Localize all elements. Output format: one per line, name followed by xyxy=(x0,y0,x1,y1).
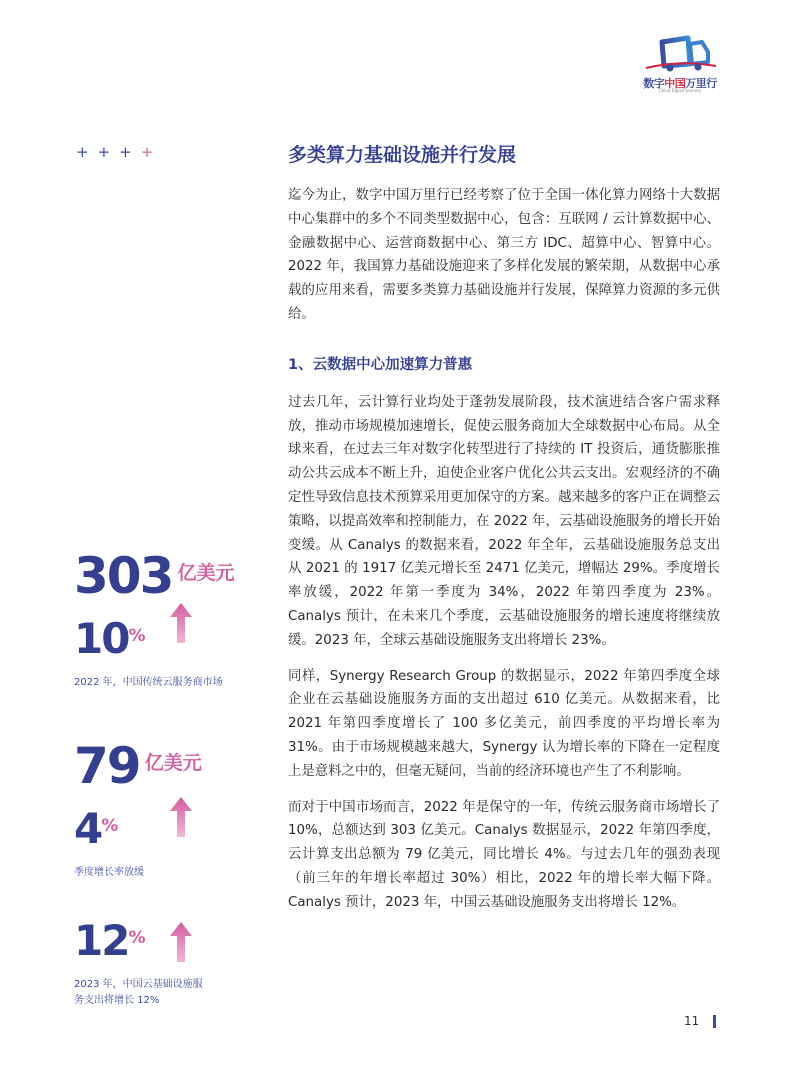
arrow-up-icon xyxy=(170,797,192,837)
arrow-up-icon xyxy=(170,922,192,962)
stat-percent-value: 12 xyxy=(74,916,129,965)
stat-percent-value: 4 xyxy=(74,804,102,853)
stat-unit: 亿美元 xyxy=(177,562,235,584)
section-title: 1、云数据中心加速算力普惠 xyxy=(288,356,473,373)
percent-sign: % xyxy=(101,816,119,836)
body-paragraph: 而对于中国市场而言，2022 年是保守的一年，传统云服务商市场增长了 10%，总额达到 303 亿美元。Canalys 数据显示，2022 年第四季度，云计算支出总额为 79 亿美元，同比增长 4%。与过去几年的强劲表现（前三年的年增长率超过 30%）相比，2022 年的增长率大幅下降。Canalys 预计，2023 年，中国云基础设施服务支出将增长 12%。 xyxy=(288,799,720,910)
logo-text: 数字中国万里行 xyxy=(643,77,717,90)
plus-icon: + xyxy=(140,143,163,161)
article-body xyxy=(288,140,720,927)
logo-subtext: China Digital Journey xyxy=(658,88,702,93)
page-number-divider xyxy=(713,1015,716,1028)
arrow-up-icon xyxy=(170,603,192,643)
stat-value: 79 xyxy=(74,737,140,795)
logo xyxy=(640,30,720,92)
plus-icon: + xyxy=(97,143,120,161)
plus-icon: + xyxy=(119,143,141,161)
percent-sign: % xyxy=(128,626,146,646)
truck-logo-icon xyxy=(640,30,720,76)
stat-block-1 xyxy=(74,548,234,691)
decorative-plus-row xyxy=(76,143,162,161)
stat-value: 303 xyxy=(74,547,173,605)
plus-icon: + xyxy=(76,143,98,161)
stat-caption: 2023 年，中国云基础设施服 务支出将增长 12% xyxy=(74,979,203,1006)
percent-sign: % xyxy=(128,928,146,948)
page-title: 多类算力基础设施并行发展 xyxy=(288,144,517,166)
stat-unit: 亿美元 xyxy=(144,752,202,774)
stat-caption: 季度增长率放缓 xyxy=(74,867,144,878)
body-paragraph: 同样，Synergy Research Group 的数据显示，2022 年第四季度全球企业在云基础设施服务方面的支出超过 610 亿美元。从数据来看，比 2021 年第四季度增长了 100 多亿美元，前四季度的平均增长率为 31%。由于市场规模越来越大，Synergy 认为增长率的下降在一定程度上是意料之中的，但毫无疑问，当前的经济环境也产生了不利影响。 xyxy=(288,668,720,779)
stat-percent-value: 10 xyxy=(74,614,129,663)
intro-paragraph: 迄今为止，数字中国万里行已经考察了位于全国一体化算力网络十大数据中心集群中的多个不同类型数据中心，包含：互联网 / 云计算数据中心、金融数据中心、运营商数据中心、第三方 IDC、超算中心、智算中心。2022 年，我国算力基础设施迎来了多样化发展的繁荣期，从数据中心承载的应用来看，需要多类算力基础设施并行发展，保障算力资源的多元供给。 xyxy=(288,188,720,322)
body-paragraph: 过去几年，云计算行业均处于蓬勃发展阶段，技术演进结合客户需求释放，推动市场规模加速增长，促使云服务商加大全球数据中心布局。从全球来看，在过去三年对数字化转型进行了持续的 IT 投资后，通货膨胀推动公共云成本不断上升，迫使企业客户优化公共云支出。宏观经济的不确定性导致信息技术预算采用更加保守的方案。越来越多的客户正在调整云策略，以提高效率和控制能力，在 2022 年，云基础设施服务的增长开始变缓。从 Canalys 的数据来看，2022 年全年，云基础设施服务总支出从 2021 的 1917 亿美元增长至 2471 亿美元，增幅达 29%。季度增长率放缓，2022 年第一季度为 34%，2022 年第四季度为 23%。Canalys 预计，在未来几个季度，云基础设施服务的增长速度将继续放缓。2023 年，全球云基础设施服务支出将增长 23%。 xyxy=(288,394,720,648)
page-number: 11 xyxy=(684,1014,700,1028)
stat-caption: 2022 年，中国传统云服务商市场 xyxy=(74,677,223,688)
